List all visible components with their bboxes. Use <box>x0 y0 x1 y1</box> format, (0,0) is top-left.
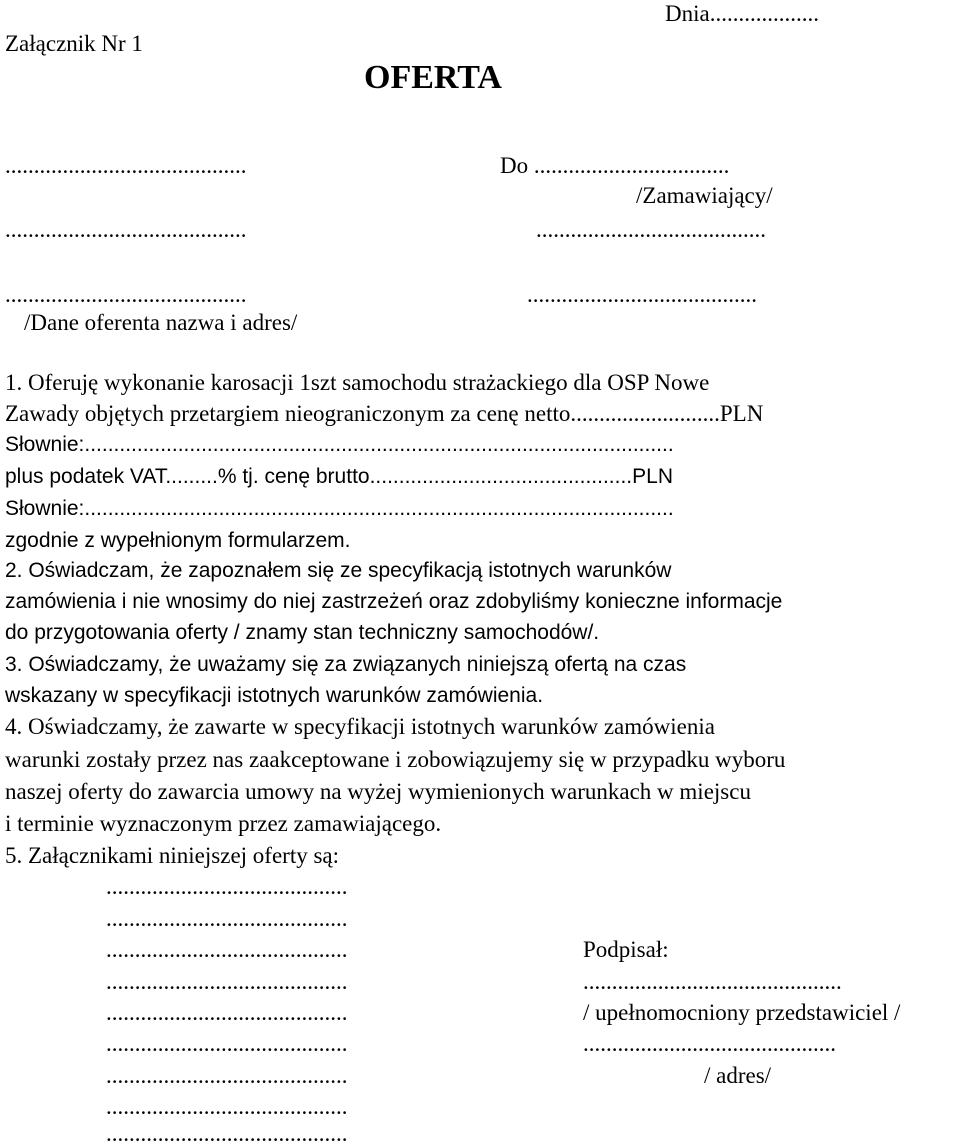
recipient-label: /Zamawiający/ <box>636 183 773 208</box>
annex-label: Załącznik Nr 1 <box>5 31 143 56</box>
clause-line: do przygotowania oferty / znamy stan techniczny samochodów/. <box>5 621 600 644</box>
attachment-line: .......................................... <box>106 874 348 899</box>
attachment-line: .......................................... <box>106 1121 348 1146</box>
clause-5: 5. Załącznikami niniejszej oferty są: <box>5 843 340 868</box>
offeror-line: .......................................... <box>5 153 247 178</box>
representative-label: / upełnomocniony przedstawiciel / <box>583 1000 901 1025</box>
address-label: / adres/ <box>704 1063 772 1088</box>
clause-line: zamówienia i nie wnosimy do niej zastrzeżeń oraz zdobyliśmy konieczne informacje <box>5 590 783 613</box>
attachment-line: .......................................... <box>106 1031 348 1056</box>
clause-line: 3. Oświadczamy, że uważamy się za związanych niniejszą ofertą na czas <box>5 653 687 676</box>
clause-line: naszej oferty do zawarcia umowy na wyżej wymienionych warunkach w miejscu <box>5 779 751 804</box>
page-title: OFERTA <box>364 59 502 96</box>
attachment-line: .......................................... <box>106 969 348 994</box>
offeror-line: .......................................... <box>5 282 247 307</box>
attachment-line: .......................................... <box>106 906 348 931</box>
attachment-line: .......................................... <box>106 1000 348 1025</box>
clause-line: wskazany w specyfikacji istotnych warunków zamówienia. <box>5 684 544 707</box>
clause-line: Słownie:..................................................................................................... <box>5 433 674 456</box>
attachment-line: .......................................... <box>106 1094 348 1119</box>
clause-line: 4. Oświadczamy, że zawarte w specyfikacji istotnych warunków zamówienia <box>5 714 715 739</box>
clause-line: warunki zostały przez nas zaakceptowane i zobowiązujemy się w przypadku wyboru <box>5 747 786 772</box>
clause-line: Zawady objętych przetargiem nieograniczonym za cenę netto..........................PLN <box>5 401 764 426</box>
signature-line: ............................................. <box>583 969 842 994</box>
clause-line: Słownie:..................................................................................................... <box>5 497 674 520</box>
attachment-line: .......................................... <box>106 937 348 962</box>
recipient-line: ........................................ <box>536 217 766 242</box>
recipient-line: ........................................ <box>527 282 757 307</box>
attachment-line: .......................................... <box>106 1063 348 1088</box>
clause-line: zgodnie z wypełnionym formularzem. <box>5 529 351 552</box>
clause-line: i terminie wyznaczonym przez zamawiającego. <box>5 811 442 836</box>
date-field: Dnia................... <box>665 1 819 26</box>
clause-line: 2. Oświadczam, że zapoznałem się ze specyfikacją istotnych warunków <box>5 559 672 582</box>
offeror-line: .......................................... <box>5 217 247 242</box>
clause-line: plus podatek VAT.........% tj. cenę brutto.............................................PLN <box>5 465 673 488</box>
recipient-line: Do .................................. <box>500 153 730 178</box>
clause-line: 1. Oferuję wykonanie karosacji 1szt samochodu strażackiego dla OSP Nowe <box>5 370 710 395</box>
address-line: ............................................ <box>583 1031 836 1056</box>
offeror-label: /Dane oferenta nazwa i adres/ <box>24 310 298 335</box>
signed-label: Podpisał: <box>583 937 669 962</box>
